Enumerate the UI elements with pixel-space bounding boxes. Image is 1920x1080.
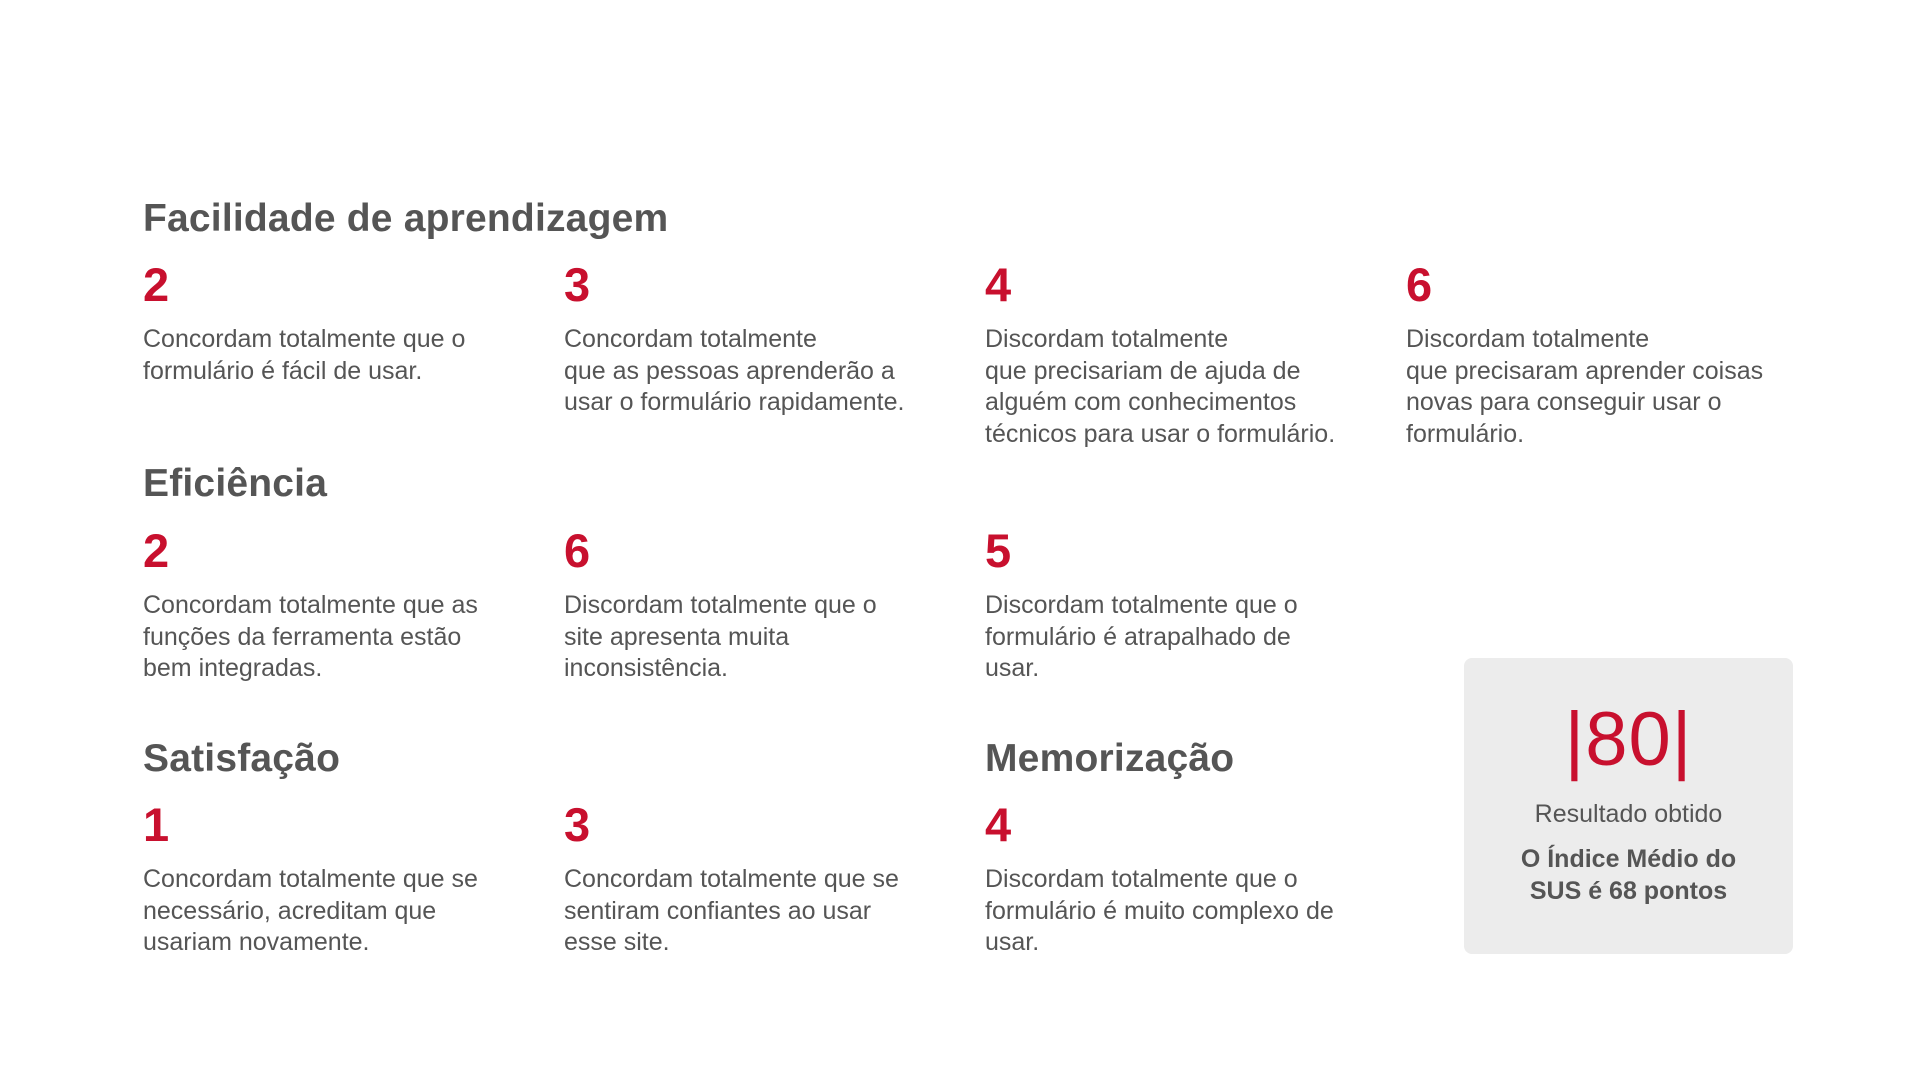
stat-number: 4: [985, 798, 1012, 851]
stat-description: Concordam totalmente que se necessário, acreditam que usariam novamente.: [143, 865, 478, 956]
stat-number: 4: [985, 258, 1012, 311]
stat-card: [564, 258, 959, 419]
stat-number: 3: [564, 258, 591, 311]
stat-description: Discordam totalmente que o formulário é muito complexo de usar.: [985, 865, 1334, 956]
stat-description: Discordam totalmente que o formulário é atrapalhado de usar.: [985, 591, 1298, 682]
stat-card: [143, 258, 538, 387]
stat-number: 2: [143, 524, 170, 577]
sus-score: |80|: [1564, 697, 1693, 782]
stat-number: 2: [143, 258, 170, 311]
stat-card: [143, 798, 538, 959]
section-title-efficiency: Eficiência: [143, 462, 328, 505]
stat-description: Concordam totalmente que se sentiram confiantes ao usar esse site.: [564, 865, 899, 956]
stat-number: 1: [143, 798, 170, 851]
section-title-satisfaction: Satisfação: [143, 737, 341, 780]
stat-card: [1406, 258, 1806, 450]
section-title-learnability: Facilidade de aprendizagem: [143, 197, 669, 240]
section-title-memorability: Memorização: [985, 737, 1235, 780]
stat-card: [985, 524, 1380, 685]
stat-card: [564, 524, 959, 685]
result-label: Resultado obtido: [1534, 800, 1723, 828]
stat-description: Discordam totalmente que o site apresenta muita inconsistência.: [564, 591, 877, 682]
stat-number: 6: [1406, 258, 1433, 311]
sus-average-note: O Índice Médio do SUS é 68 pontos: [1520, 845, 1737, 905]
result-card: [1464, 658, 1793, 954]
stat-description: Concordam totalmente que o formulário é fácil de usar.: [143, 325, 466, 385]
stat-description: Discordam totalmente que precisaram aprender coisas novas para conseguir usar o formulário.: [1406, 325, 1764, 448]
stat-card: [564, 798, 959, 959]
stat-number: 6: [564, 524, 591, 577]
stat-number: 3: [564, 798, 591, 851]
stat-card: [985, 258, 1380, 450]
stat-card: [985, 798, 1380, 959]
stat-description: Concordam totalmente que as funções da ferramenta estão bem integradas.: [143, 591, 478, 682]
stat-card: [143, 524, 538, 685]
stat-description: Discordam totalmente que precisariam de ajuda de alguém com conhecimentos técnicos para usar o formulário.: [985, 325, 1336, 448]
stat-number: 5: [985, 524, 1012, 577]
stat-description: Concordam totalmente que as pessoas aprenderão a usar o formulário rapidamente.: [564, 325, 905, 416]
